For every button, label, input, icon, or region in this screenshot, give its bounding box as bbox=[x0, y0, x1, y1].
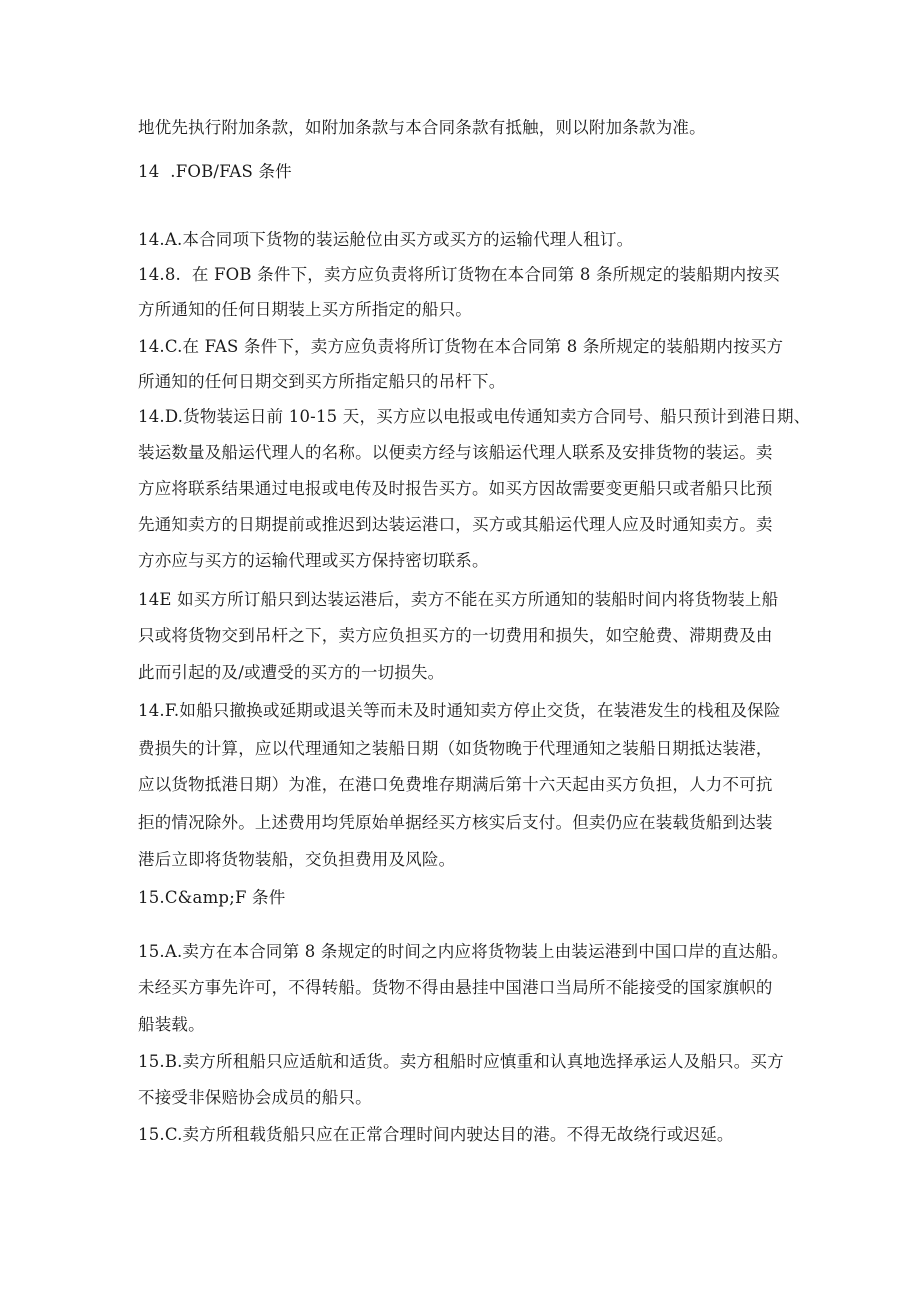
text-line: 应以货物抵港日期）为准，在港口免费堆存期满后第十六天起由买方负担，人力不可抗 bbox=[138, 775, 773, 794]
text-line: 15.A.卖方在本合同第 8 条规定的时间之内应将货物装上由装运港到中国口岸的直达船。 bbox=[138, 942, 789, 961]
text-line: 所通知的任何日期交到买方所指定船只的吊杆下。 bbox=[138, 372, 506, 391]
text-line: 14.A.本合同项下货物的装运舱位由买方或买方的运输代理人租订。 bbox=[138, 230, 634, 249]
text-line: 15.B.卖方所租船只应适航和适货。卖方租船时应慎重和认真地选择承运人及船只。买方 bbox=[138, 1052, 784, 1071]
text-line: 14.D.货物装运日前 10-15 天，买方应以电报或电传通知卖方合同号、船只预计到港日期、 bbox=[138, 407, 811, 426]
text-line: 14.F.如船只撤换或延期或退关等而未及时通知卖方停止交货，在装港发生的栈租及保险 bbox=[138, 701, 781, 720]
text-line: 只或将货物交到吊杆之下，卖方应负担买方的一切费用和损失，如空舱费、滞期费及由 bbox=[138, 626, 773, 645]
text-line: 14.C.在 FAS 条件下，卖方应负责将所订货物在本合同第 8 条所规定的装船期内按买方 bbox=[138, 337, 784, 356]
text-line: 14.8. 在 FOB 条件下，卖方应负责将所订货物在本合同第 8 条所规定的装船期内按买 bbox=[138, 265, 780, 284]
text-line: 15.C.卖方所租载货船只应在正常合理时间内驶达目的港。不得无故绕行或迟延。 bbox=[138, 1125, 734, 1144]
text-line: 未经买方事先许可，不得转船。货物不得由悬挂中国港口当局所不能接受的国家旗帜的 bbox=[138, 978, 773, 997]
text-line: 此而引起的及/或遭受的买方的一切损失。 bbox=[138, 663, 445, 682]
section-heading: 15.C&amp;F 条件 bbox=[138, 888, 286, 907]
text-line: 方所通知的任何日期装上买方所指定的船只。 bbox=[138, 300, 472, 319]
text-line: 拒的情况除外。上述费用均凭原始单据经买方核实后支付。但卖仍应在装载货船到达装 bbox=[138, 813, 773, 832]
text-line: 地优先执行附加条款，如附加条款与本合同条款有抵触，则以附加条款为准。 bbox=[138, 118, 706, 137]
text-line: 港后立即将货物装船，交负担费用及风险。 bbox=[138, 850, 456, 869]
text-line: 先通知卖方的日期提前或推迟到达装运港口，买方或其船运代理人应及时通知卖方。卖 bbox=[138, 515, 773, 534]
text-line: 方应将联系结果通过电报或电传及时报告买方。如买方因故需要变更船只或者船只比预 bbox=[138, 479, 773, 498]
text-line: 不接受非保赔协会成员的船只。 bbox=[138, 1088, 372, 1107]
section-heading: 14 .FOB/FAS 条件 bbox=[138, 162, 292, 181]
text-line: 船装载。 bbox=[138, 1015, 205, 1034]
text-line: 14E 如买方所订船只到达装运港后，卖方不能在买方所通知的装船时间内将货物装上船 bbox=[138, 590, 779, 609]
text-line: 费损失的计算，应以代理通知之装船日期（如货物晚于代理通知之装船日期抵达装港， bbox=[138, 739, 773, 758]
text-line: 装运数量及船运代理人的名称。以便卖方经与该船运代理人联系及安排货物的装运。卖 bbox=[138, 443, 773, 462]
text-line: 方亦应与买方的运输代理或买方保持密切联系。 bbox=[138, 551, 489, 570]
